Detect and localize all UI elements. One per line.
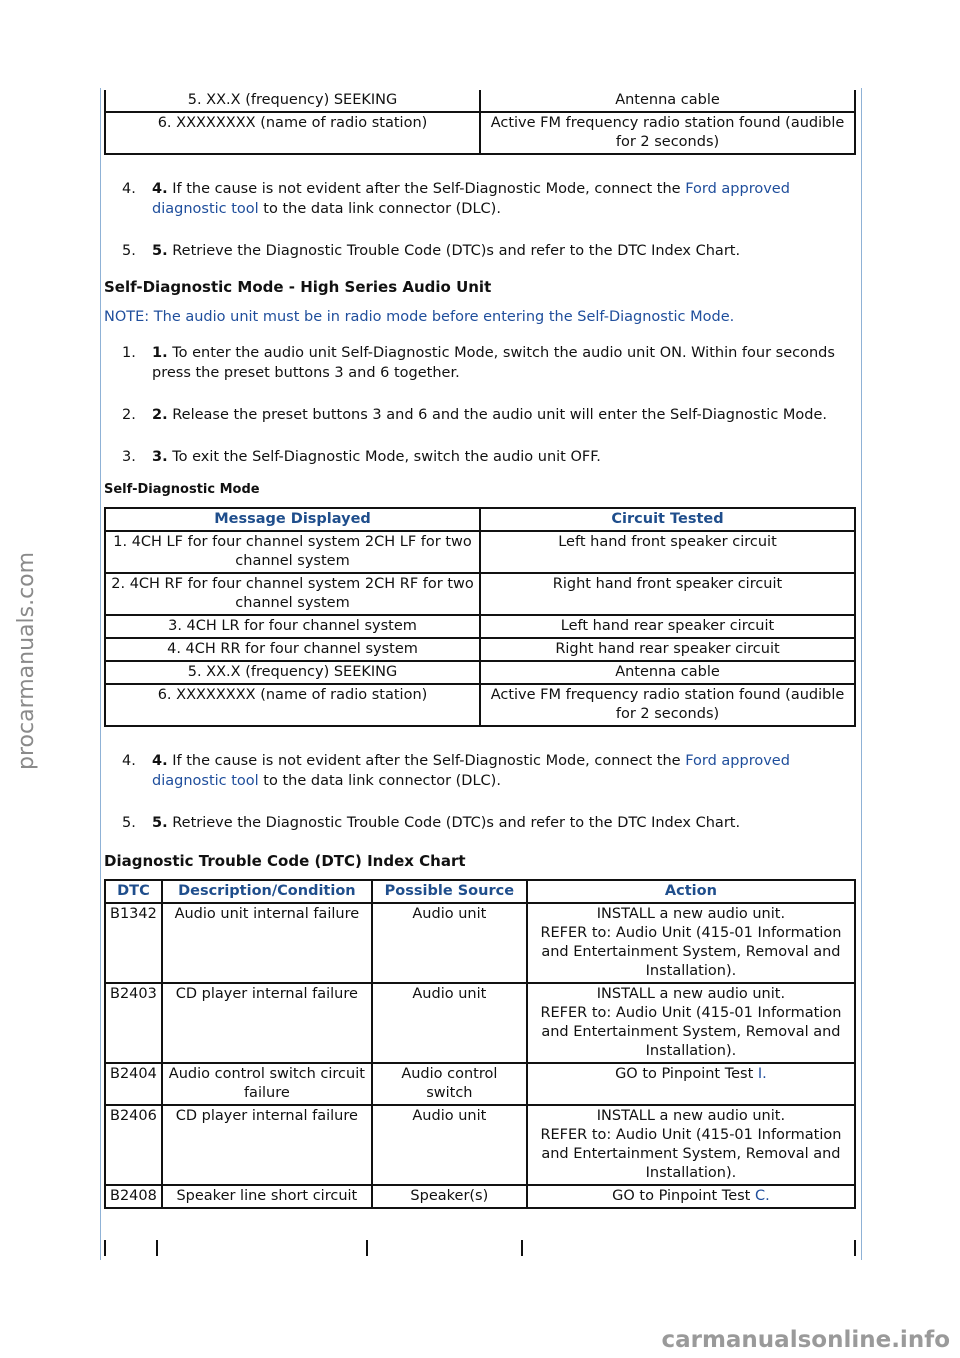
step-number: 4. xyxy=(122,181,136,197)
table-row xyxy=(105,1063,855,1105)
step-number: 1. xyxy=(122,345,136,361)
dtc-action xyxy=(527,903,855,983)
step-text: Retrieve the Diagnostic Trouble Code (DTC)s and refer to the DTC Index Chart. xyxy=(172,815,741,831)
column-header: Circuit Tested xyxy=(480,508,855,531)
table-cell: Active FM frequency radio station found (audible for 2 seconds) xyxy=(480,684,855,726)
table-cell: Active FM frequency radio station found (audible for 2 seconds) xyxy=(480,112,855,154)
table-row xyxy=(105,1185,855,1208)
section-heading: Self-Diagnostic Mode - High Series Audio Unit xyxy=(104,278,492,296)
column-header: Possible Source xyxy=(372,880,527,903)
dtc-action xyxy=(527,1063,855,1105)
dtc-description: CD player internal failure xyxy=(162,983,372,1063)
step-item xyxy=(104,241,856,261)
dtc-code: B2403 xyxy=(105,983,162,1063)
step-bold-number: 4. xyxy=(152,753,168,769)
table-cell: 5. XX.X (frequency) SEEKING xyxy=(105,661,480,684)
dtc-code: B2408 xyxy=(105,1185,162,1208)
action-line: REFER to: Audio Unit (415-01 Information and Entertainment System, Removal and Installation). xyxy=(540,1005,842,1059)
top-table xyxy=(104,90,856,155)
table-row xyxy=(105,1105,855,1185)
step-number: 5. xyxy=(122,815,136,831)
action-line: GO to Pinpoint Test xyxy=(612,1188,755,1204)
action-line: INSTALL a new audio unit. xyxy=(596,1108,786,1124)
self-diagnostic-table xyxy=(104,507,856,727)
table-cell: Antenna cable xyxy=(480,661,855,684)
step-item xyxy=(104,813,856,833)
table-continuation xyxy=(104,1240,856,1256)
dtc-source: Speaker(s) xyxy=(372,1185,527,1208)
step-item xyxy=(104,447,856,467)
step-item xyxy=(104,405,856,425)
note-text: NOTE: The audio unit must be in radio mode before entering the Self-Diagnostic Mode. xyxy=(104,309,735,325)
step-text: To exit the Self-Diagnostic Mode, switch the audio unit OFF. xyxy=(172,449,601,465)
step-number: 2. xyxy=(122,407,136,423)
dtc-code: B1342 xyxy=(105,903,162,983)
column-header: Action xyxy=(527,880,855,903)
dtc-source: Audio unit xyxy=(372,1105,527,1185)
table-row xyxy=(105,615,855,638)
step-bold-number: 5. xyxy=(152,243,168,259)
step-item xyxy=(104,751,856,791)
dtc-code: B2404 xyxy=(105,1063,162,1105)
step-item xyxy=(104,179,856,219)
table-cell: 1. 4CH LF for four channel system 2CH LF for two channel system xyxy=(105,531,480,573)
table-cell: 5. XX.X (frequency) SEEKING xyxy=(105,90,480,112)
step-bold-number: 4. xyxy=(152,181,168,197)
dtc-source: Audio unit xyxy=(372,903,527,983)
table-row xyxy=(105,638,855,661)
table-row xyxy=(105,573,855,615)
ford-tool-link[interactable]: Ford approved diagnostic tool xyxy=(152,753,790,789)
side-watermark-text: procarmanuals.com xyxy=(14,551,39,770)
pinpoint-test-link[interactable]: I. xyxy=(757,1066,767,1082)
dtc-description: Audio control switch circuit failure xyxy=(162,1063,372,1105)
step-bold-number: 1. xyxy=(152,345,168,361)
dtc-source: Audio control switch xyxy=(372,1063,527,1105)
table-cell: Left hand front speaker circuit xyxy=(480,531,855,573)
table-cell: 4. 4CH RR for four channel system xyxy=(105,638,480,661)
step-text: Release the preset buttons 3 and 6 and the audio unit will enter the Self-Diagnostic Mode. xyxy=(172,407,828,423)
dtc-action xyxy=(527,1105,855,1185)
step-item xyxy=(104,343,856,383)
dtc-action xyxy=(527,1185,855,1208)
document-content xyxy=(104,90,856,1209)
column-header: DTC xyxy=(105,880,162,903)
dtc-code: B2406 xyxy=(105,1105,162,1185)
table-cell: 3. 4CH LR for four channel system xyxy=(105,615,480,638)
dtc-action xyxy=(527,983,855,1063)
table-cell: Right hand front speaker circuit xyxy=(480,573,855,615)
section-heading: Diagnostic Trouble Code (DTC) Index Chart xyxy=(104,852,466,870)
table-header-row xyxy=(105,880,855,903)
dtc-source: Audio unit xyxy=(372,983,527,1063)
column-header: Description/Condition xyxy=(162,880,372,903)
step-number: 5. xyxy=(122,243,136,259)
action-line: REFER to: Audio Unit (415-01 Information and Entertainment System, Removal and Installation). xyxy=(540,925,842,979)
column-header: Message Displayed xyxy=(105,508,480,531)
table-row xyxy=(105,661,855,684)
step-bold-number: 5. xyxy=(152,815,168,831)
table-row xyxy=(105,983,855,1063)
table-cell: Antenna cable xyxy=(480,90,855,112)
step-text: Retrieve the Diagnostic Trouble Code (DTC)s and refer to the DTC Index Chart. xyxy=(172,243,741,259)
table-row xyxy=(105,112,855,154)
table-caption: Self-Diagnostic Mode xyxy=(104,482,260,497)
ford-tool-link[interactable]: Ford approved diagnostic tool xyxy=(152,181,790,217)
action-line: INSTALL a new audio unit. xyxy=(596,906,786,922)
action-line: INSTALL a new audio unit. xyxy=(596,986,786,1002)
table-cell: Left hand rear speaker circuit xyxy=(480,615,855,638)
step-text: to the data link connector (DLC). xyxy=(258,201,501,217)
dtc-description: CD player internal failure xyxy=(162,1105,372,1185)
step-number: 4. xyxy=(122,753,136,769)
table-cell: 6. XXXXXXXX (name of radio station) xyxy=(105,684,480,726)
step-text: If the cause is not evident after the Self-Diagnostic Mode, connect the xyxy=(172,181,686,197)
table-row xyxy=(105,531,855,573)
dtc-description: Speaker line short circuit xyxy=(162,1185,372,1208)
table-row xyxy=(105,90,855,112)
footer-watermark: carmanualsonline.info xyxy=(661,1327,950,1353)
step-text: to the data link connector (DLC). xyxy=(258,773,501,789)
dtc-index-table xyxy=(104,879,856,1209)
table-row xyxy=(105,684,855,726)
step-bold-number: 2. xyxy=(152,407,168,423)
action-line: GO to Pinpoint Test xyxy=(615,1066,758,1082)
table-header-row xyxy=(105,508,855,531)
action-line: REFER to: Audio Unit (415-01 Information and Entertainment System, Removal and Installation). xyxy=(540,1127,842,1181)
step-bold-number: 3. xyxy=(152,449,168,465)
table-cell: 2. 4CH RF for four channel system 2CH RF for two channel system xyxy=(105,573,480,615)
step-text: If the cause is not evident after the Self-Diagnostic Mode, connect the xyxy=(172,753,686,769)
table-cell: 6. XXXXXXXX (name of radio station) xyxy=(105,112,480,154)
dtc-description: Audio unit internal failure xyxy=(162,903,372,983)
side-watermark xyxy=(14,551,44,1070)
table-cell: Right hand rear speaker circuit xyxy=(480,638,855,661)
pinpoint-test-link[interactable]: C. xyxy=(754,1188,770,1204)
step-number: 3. xyxy=(122,449,136,465)
step-text: To enter the audio unit Self-Diagnostic Mode, switch the audio unit ON. Within four seconds press the preset buttons 3 and 6 together. xyxy=(152,345,835,381)
table-row xyxy=(105,903,855,983)
